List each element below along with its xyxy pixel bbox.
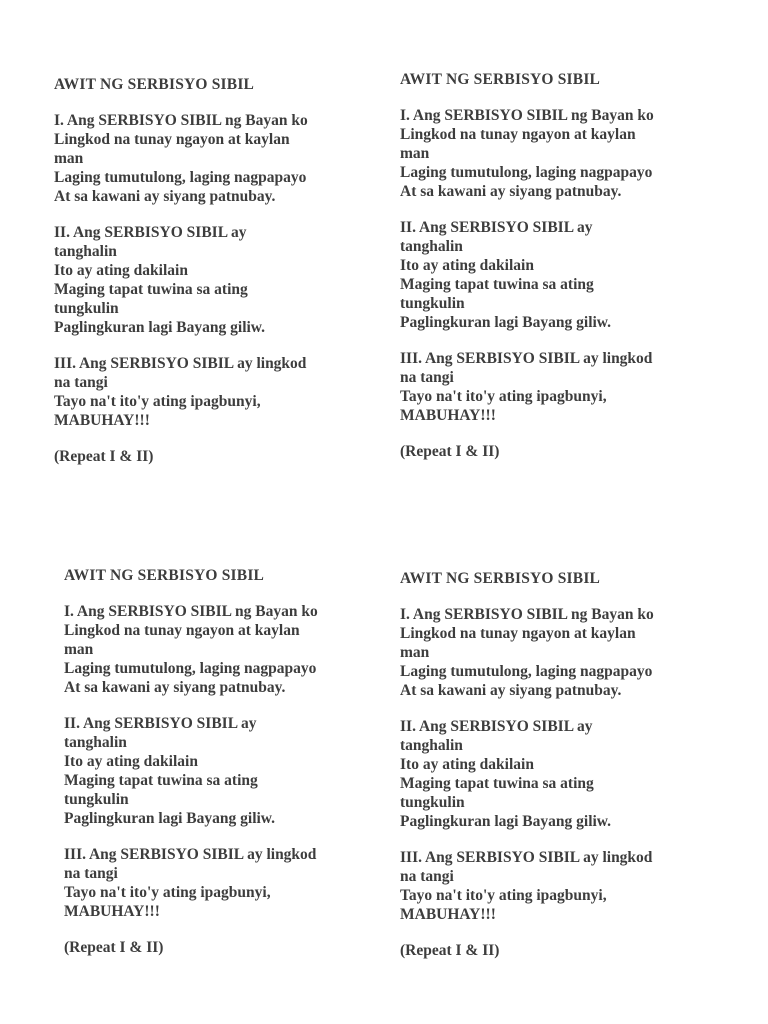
- verse-line: Lingkod na tunay ngayon at kaylan: [400, 126, 636, 143]
- verse-line: Tayo na't ito'y ating ipagbunyi,: [64, 884, 271, 901]
- verse-line: I. Ang SERBISYO SIBIL ng Bayan ko: [400, 606, 654, 623]
- song-verse: [400, 848, 730, 924]
- verse-line: At sa kawani ay siyang patnubay.: [54, 188, 276, 205]
- repeat-note: (Repeat I & II): [64, 939, 164, 956]
- verse-line: At sa kawani ay siyang patnubay.: [64, 679, 286, 696]
- song-verse: [400, 106, 730, 201]
- song-verse: [64, 602, 394, 697]
- verse-line: II. Ang SERBISYO SIBIL ay: [64, 715, 257, 732]
- verse-line: Maging tapat tuwina sa ating: [400, 775, 594, 792]
- verse-line: Ito ay ating dakilain: [400, 257, 534, 274]
- song-verse: [54, 223, 384, 337]
- verse-line: Lingkod na tunay ngayon at kaylan: [64, 622, 300, 639]
- repeat-note: (Repeat I & II): [400, 942, 500, 959]
- verse-line: Ito ay ating dakilain: [400, 756, 534, 773]
- verse-line: tungkulin: [64, 791, 129, 808]
- verse-line: Tayo na't ito'y ating ipagbunyi,: [54, 393, 261, 410]
- verse-line: I. Ang SERBISYO SIBIL ng Bayan ko: [400, 107, 654, 124]
- repeat-note: (Repeat I & II): [54, 448, 154, 465]
- song-copy: [54, 75, 384, 466]
- verse-line: III. Ang SERBISYO SIBIL ay lingkod: [400, 350, 653, 367]
- verse-line: Lingkod na tunay ngayon at kaylan: [400, 625, 636, 642]
- verse-line: man: [400, 644, 430, 661]
- verse-line: III. Ang SERBISYO SIBIL ay lingkod: [54, 355, 307, 372]
- song-verse: [64, 714, 394, 828]
- verse-line: tanghalin: [64, 734, 127, 751]
- verse-line: Tayo na't ito'y ating ipagbunyi,: [400, 388, 607, 405]
- song-verse: [54, 111, 384, 206]
- verse-line: Paglingkuran lagi Bayang giliw.: [400, 813, 612, 830]
- verse-line: At sa kawani ay siyang patnubay.: [400, 682, 622, 699]
- verse-line: Paglingkuran lagi Bayang giliw.: [64, 810, 276, 827]
- verse-line: I. Ang SERBISYO SIBIL ng Bayan ko: [64, 603, 318, 620]
- song-verse: [64, 845, 394, 921]
- verse-line: MABUHAY!!!: [400, 407, 496, 424]
- verse-line: Laging tumutulong, laging nagpapayo: [400, 164, 653, 181]
- repeat-note: (Repeat I & II): [400, 443, 500, 460]
- verse-line: MABUHAY!!!: [64, 903, 160, 920]
- song-title: AWIT NG SERBISYO SIBIL: [54, 76, 255, 93]
- verse-line: MABUHAY!!!: [400, 906, 496, 923]
- verse-line: tanghalin: [400, 737, 463, 754]
- verse-line: Lingkod na tunay ngayon at kaylan: [54, 131, 290, 148]
- song-verse: [54, 354, 384, 430]
- verse-line: MABUHAY!!!: [54, 412, 150, 429]
- verse-line: Tayo na't ito'y ating ipagbunyi,: [400, 887, 607, 904]
- verse-line: II. Ang SERBISYO SIBIL ay: [400, 219, 593, 236]
- verse-line: Laging tumutulong, laging nagpapayo: [400, 663, 653, 680]
- verse-line: Laging tumutulong, laging nagpapayo: [64, 660, 317, 677]
- verse-line: tanghalin: [400, 238, 463, 255]
- verse-line: Maging tapat tuwina sa ating: [54, 281, 248, 298]
- verse-line: tanghalin: [54, 243, 117, 260]
- verse-line: Ito ay ating dakilain: [64, 753, 198, 770]
- song-verse: [400, 717, 730, 831]
- verse-line: Maging tapat tuwina sa ating: [400, 276, 594, 293]
- song-title: AWIT NG SERBISYO SIBIL: [64, 567, 265, 584]
- verse-line: Maging tapat tuwina sa ating: [64, 772, 258, 789]
- verse-line: tungkulin: [400, 295, 465, 312]
- verse-line: III. Ang SERBISYO SIBIL ay lingkod: [64, 846, 317, 863]
- verse-line: na tangi: [400, 369, 454, 386]
- verse-line: na tangi: [54, 374, 108, 391]
- verse-line: Ito ay ating dakilain: [54, 262, 188, 279]
- verse-line: man: [400, 145, 430, 162]
- verse-line: I. Ang SERBISYO SIBIL ng Bayan ko: [54, 112, 308, 129]
- verse-line: II. Ang SERBISYO SIBIL ay: [400, 718, 593, 735]
- song-verse: [400, 218, 730, 332]
- verse-line: III. Ang SERBISYO SIBIL ay lingkod: [400, 849, 653, 866]
- verse-line: na tangi: [64, 865, 118, 882]
- verse-line: na tangi: [400, 868, 454, 885]
- verse-line: At sa kawani ay siyang patnubay.: [400, 183, 622, 200]
- song-verse: [400, 605, 730, 700]
- verse-line: Paglingkuran lagi Bayang giliw.: [400, 314, 612, 331]
- verse-line: man: [54, 150, 84, 167]
- song-verse: [400, 349, 730, 425]
- song-copy: [400, 70, 730, 461]
- verse-line: Laging tumutulong, laging nagpapayo: [54, 169, 307, 186]
- verse-line: Paglingkuran lagi Bayang giliw.: [54, 319, 266, 336]
- song-title: AWIT NG SERBISYO SIBIL: [400, 71, 601, 88]
- verse-line: II. Ang SERBISYO SIBIL ay: [54, 224, 247, 241]
- song-title: AWIT NG SERBISYO SIBIL: [400, 570, 601, 587]
- verse-line: tungkulin: [54, 300, 119, 317]
- verse-line: tungkulin: [400, 794, 465, 811]
- verse-line: man: [64, 641, 94, 658]
- song-copy: [400, 569, 730, 960]
- song-copy: [64, 566, 394, 957]
